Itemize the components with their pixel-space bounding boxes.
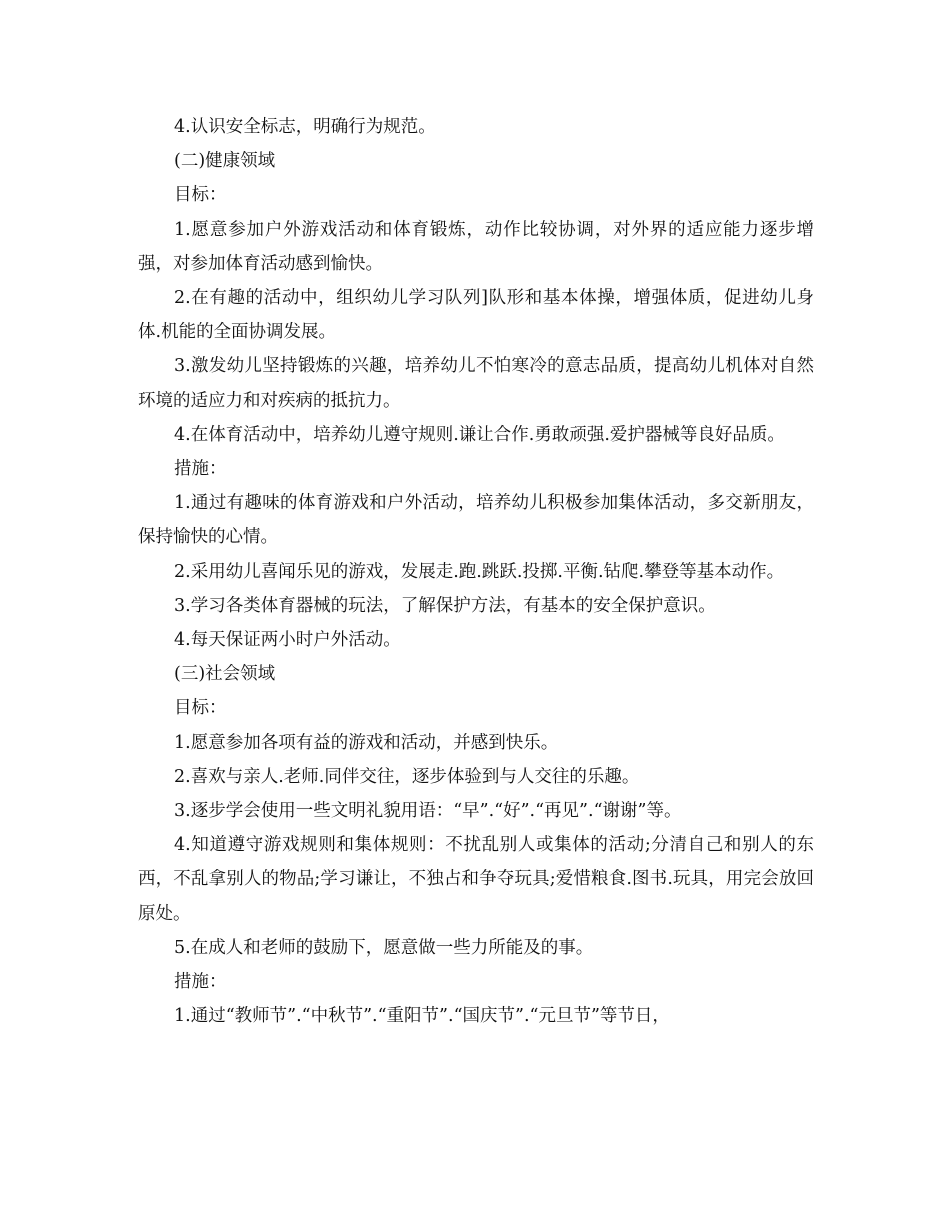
- paragraph: 1.通过有趣味的体育游戏和户外活动，培养幼儿积极参加集体活动，多交新朋友，保持愉快的心情。: [138, 493, 814, 548]
- paragraph: 1.愿意参加各项有益的游戏和活动，并感到快乐。: [174, 732, 559, 753]
- subheading-goals: 目标：: [174, 698, 227, 719]
- paragraph: 5.在成人和老师的鼓励下，愿意做一些力所能及的事。: [174, 937, 594, 958]
- section-heading-health: (二)健康领域: [174, 151, 276, 172]
- paragraph: 1.通过“教师节”.“中秋节”.“重阳节”.“国庆节”.“元旦节”等节日，: [174, 1006, 670, 1027]
- paragraph: 4.在体育活动中，培养幼儿遵守规则.谦让合作.勇敢顽强.爱护器械等良好品质。: [174, 424, 785, 445]
- subheading-measures: 措施：: [174, 459, 227, 480]
- subheading-measures: 措施：: [174, 972, 227, 993]
- document-body: [138, 110, 814, 1033]
- paragraph: 4.知道遵守游戏规则和集体规则：不扰乱别人或集体的活动;分清自己和别人的东西，不乱拿别人的物品;学习谦让，不独占和争夺玩具;爱惜粮食.图书.玩具，用完会放回原处。: [138, 835, 814, 924]
- paragraph: 2.采用幼儿喜闻乐见的游戏，发展走.跑.跳跃.投掷.平衡.钻爬.攀登等基本动作。: [174, 561, 785, 582]
- paragraph: 4.每天保证两小时户外活动。: [174, 630, 401, 651]
- subheading-goals: 目标：: [174, 185, 227, 206]
- paragraph: 3.学习各类体育器械的玩法，了解保护方法，有基本的安全保护意识。: [174, 595, 716, 616]
- paragraph: 3.逐步学会使用一些文明礼貌用语：“早”.“好”.“再见”.“谢谢”等。: [174, 801, 682, 822]
- paragraph: 2.喜欢与亲人.老师.同伴交往，逐步体验到与人交往的乐趣。: [174, 766, 640, 787]
- paragraph: 3.激发幼儿坚持锻炼的兴趣，培养幼儿不怕寒冷的意志品质，提高幼儿机体对自然环境的适应力和对疾病的抵抗力。: [138, 356, 814, 411]
- paragraph: 2.在有趣的活动中，组织幼儿学习队列]队形和基本体操，增强体质，促进幼儿身体.机能的全面协调发展。: [138, 288, 814, 343]
- section-heading-social: (三)社会领域: [174, 664, 276, 685]
- paragraph: 4.认识安全标志，明确行为规范。: [174, 117, 436, 137]
- paragraph: 1.愿意参加户外游戏活动和体育锻炼，动作比较协调，对外界的适应能力逐步增强，对参加体育活动感到愉快。: [138, 219, 814, 274]
